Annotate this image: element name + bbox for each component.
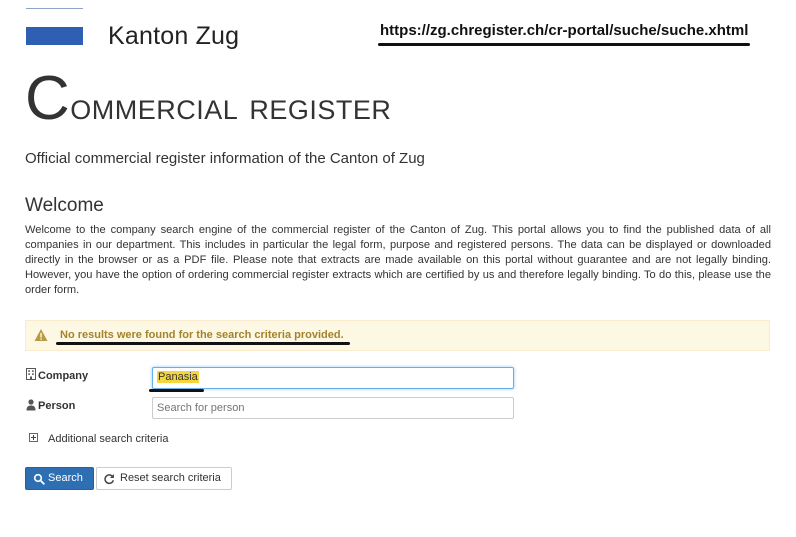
user-icon <box>26 399 36 411</box>
plus-square-icon <box>29 433 38 442</box>
page-subtitle: Official commercial register information of the Canton of Zug <box>25 150 425 167</box>
person-label: Person <box>38 400 76 412</box>
company-label: Company <box>38 370 89 382</box>
person-input[interactable] <box>152 397 514 419</box>
refresh-icon <box>103 473 115 485</box>
welcome-heading: Welcome <box>25 195 104 216</box>
reset-search-button[interactable] <box>96 467 232 490</box>
logo-top-rule <box>26 8 83 9</box>
alert-message: No results were found for the search criteria provided. <box>60 329 344 341</box>
page-title: Commercial register <box>25 64 392 133</box>
warning-icon <box>34 328 48 342</box>
search-icon <box>33 473 45 485</box>
search-button-label: Search <box>48 472 83 484</box>
reset-button-label: Reset search criteria <box>120 472 221 484</box>
alert-annotation-underline <box>56 342 350 345</box>
company-input[interactable] <box>152 367 514 389</box>
no-results-alert <box>25 320 770 351</box>
canton-logo-icon <box>26 27 83 45</box>
company-annotation-underline <box>149 389 204 392</box>
company-input-value: Panasia <box>158 371 198 383</box>
canton-name: Kanton Zug <box>108 22 240 50</box>
building-icon <box>26 368 36 380</box>
welcome-text: Welcome to the company search engine of the commercial register of the Canton of Zug. This portal allows you to find the published data of all companies in our department. This includes in particular the legal form, purpose and registered persons. The data can be displayed or downloaded directly in the browser or as a PDF file. Please note that extracts are made available on this portal without guarantee and are not legally binding. However, you have the option of ordering commercial register extracts which are certified by us and therefore legally binding. To do this, please use the order form. <box>25 224 771 296</box>
additional-criteria-label: Additional search criteria <box>48 433 169 445</box>
url-annotation-underline <box>378 43 750 46</box>
url-annotation: https://zg.chregister.ch/cr-portal/suche/suche.xhtml <box>380 22 749 39</box>
search-button[interactable] <box>25 467 94 490</box>
